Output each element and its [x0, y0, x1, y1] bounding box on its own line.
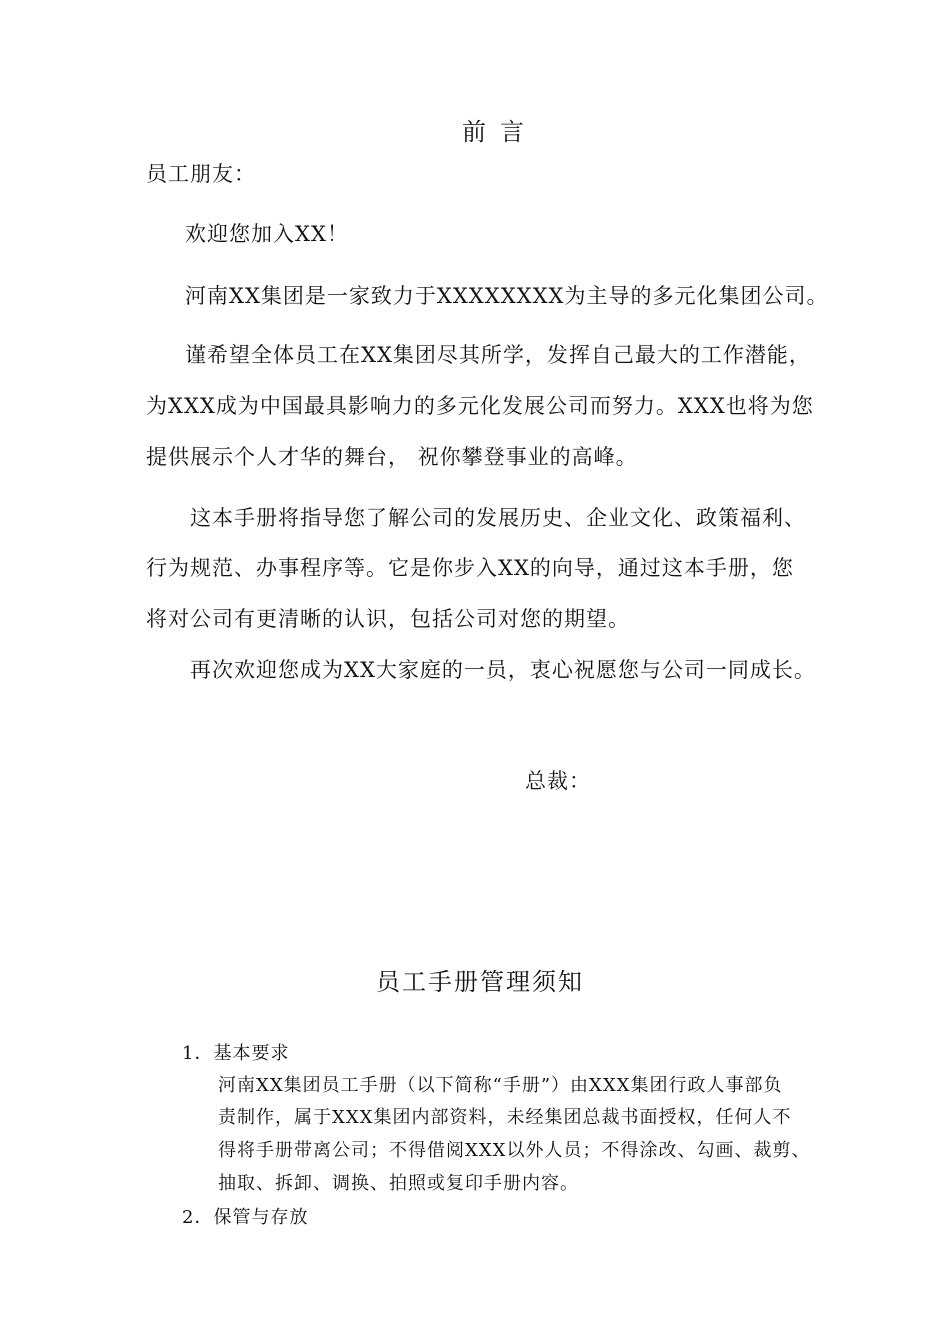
preface-title: 前言 [462, 118, 538, 146]
notice-section1-line: 得将手册带离公司；不得借阅XXX以外人员；不得涂改、勾画、裁剪、 [218, 1140, 811, 1161]
notice-section1-line: 抽取、拆卸、调换、拍照或复印手册内容。 [218, 1173, 579, 1194]
notice-section2-heading: 2．保管与存放 [182, 1207, 309, 1228]
preface-paragraph-line: 谨希望全体员工在XX集团尽其所学，发挥自己最大的工作潜能， [185, 343, 811, 367]
preface-greeting: 员工朋友： [146, 162, 256, 186]
preface-paragraph-line: 提供展示个人才华的舞台， 祝你攀登事业的高峰。 [146, 445, 638, 469]
notice-section1-heading: 1．基本要求 [182, 1043, 290, 1064]
preface-paragraph-line: 再次欢迎您成为XX大家庭的一员，衷心祝愿您与公司一同成长。 [190, 658, 816, 682]
preface-paragraph-line: 为XXX成为中国最具影响力的多元化发展公司而努力。XXX也将为您 [146, 394, 814, 418]
notice-title: 员工手册管理须知 [376, 968, 584, 996]
notice-section1-line: 责制作，属于XXX集团内部资料，未经集团总裁书面授权，任何人不 [218, 1107, 792, 1128]
preface-paragraph-line: 行为规范、办事程序等。它是你步入XX的向导，通过这本手册，您 [146, 556, 794, 580]
preface-paragraph-line: 将对公司有更清晰的认识，包括公司对您的期望。 [146, 607, 630, 631]
preface-paragraph-line: 河南XX集团是一家致力于XXXXXXXX为主导的多元化集团公司。 [185, 284, 829, 308]
preface-signature: 总裁： [525, 769, 591, 793]
preface-paragraph-line: 这本手册将指导您了解公司的发展历史、企业文化、政策福利、 [190, 506, 806, 530]
notice-section1-line: 河南XX集团员工手册（以下简称“手册”）由XXX集团行政人事部负 [218, 1075, 783, 1096]
preface-paragraph-line: 欢迎您加入XX！ [185, 222, 349, 246]
